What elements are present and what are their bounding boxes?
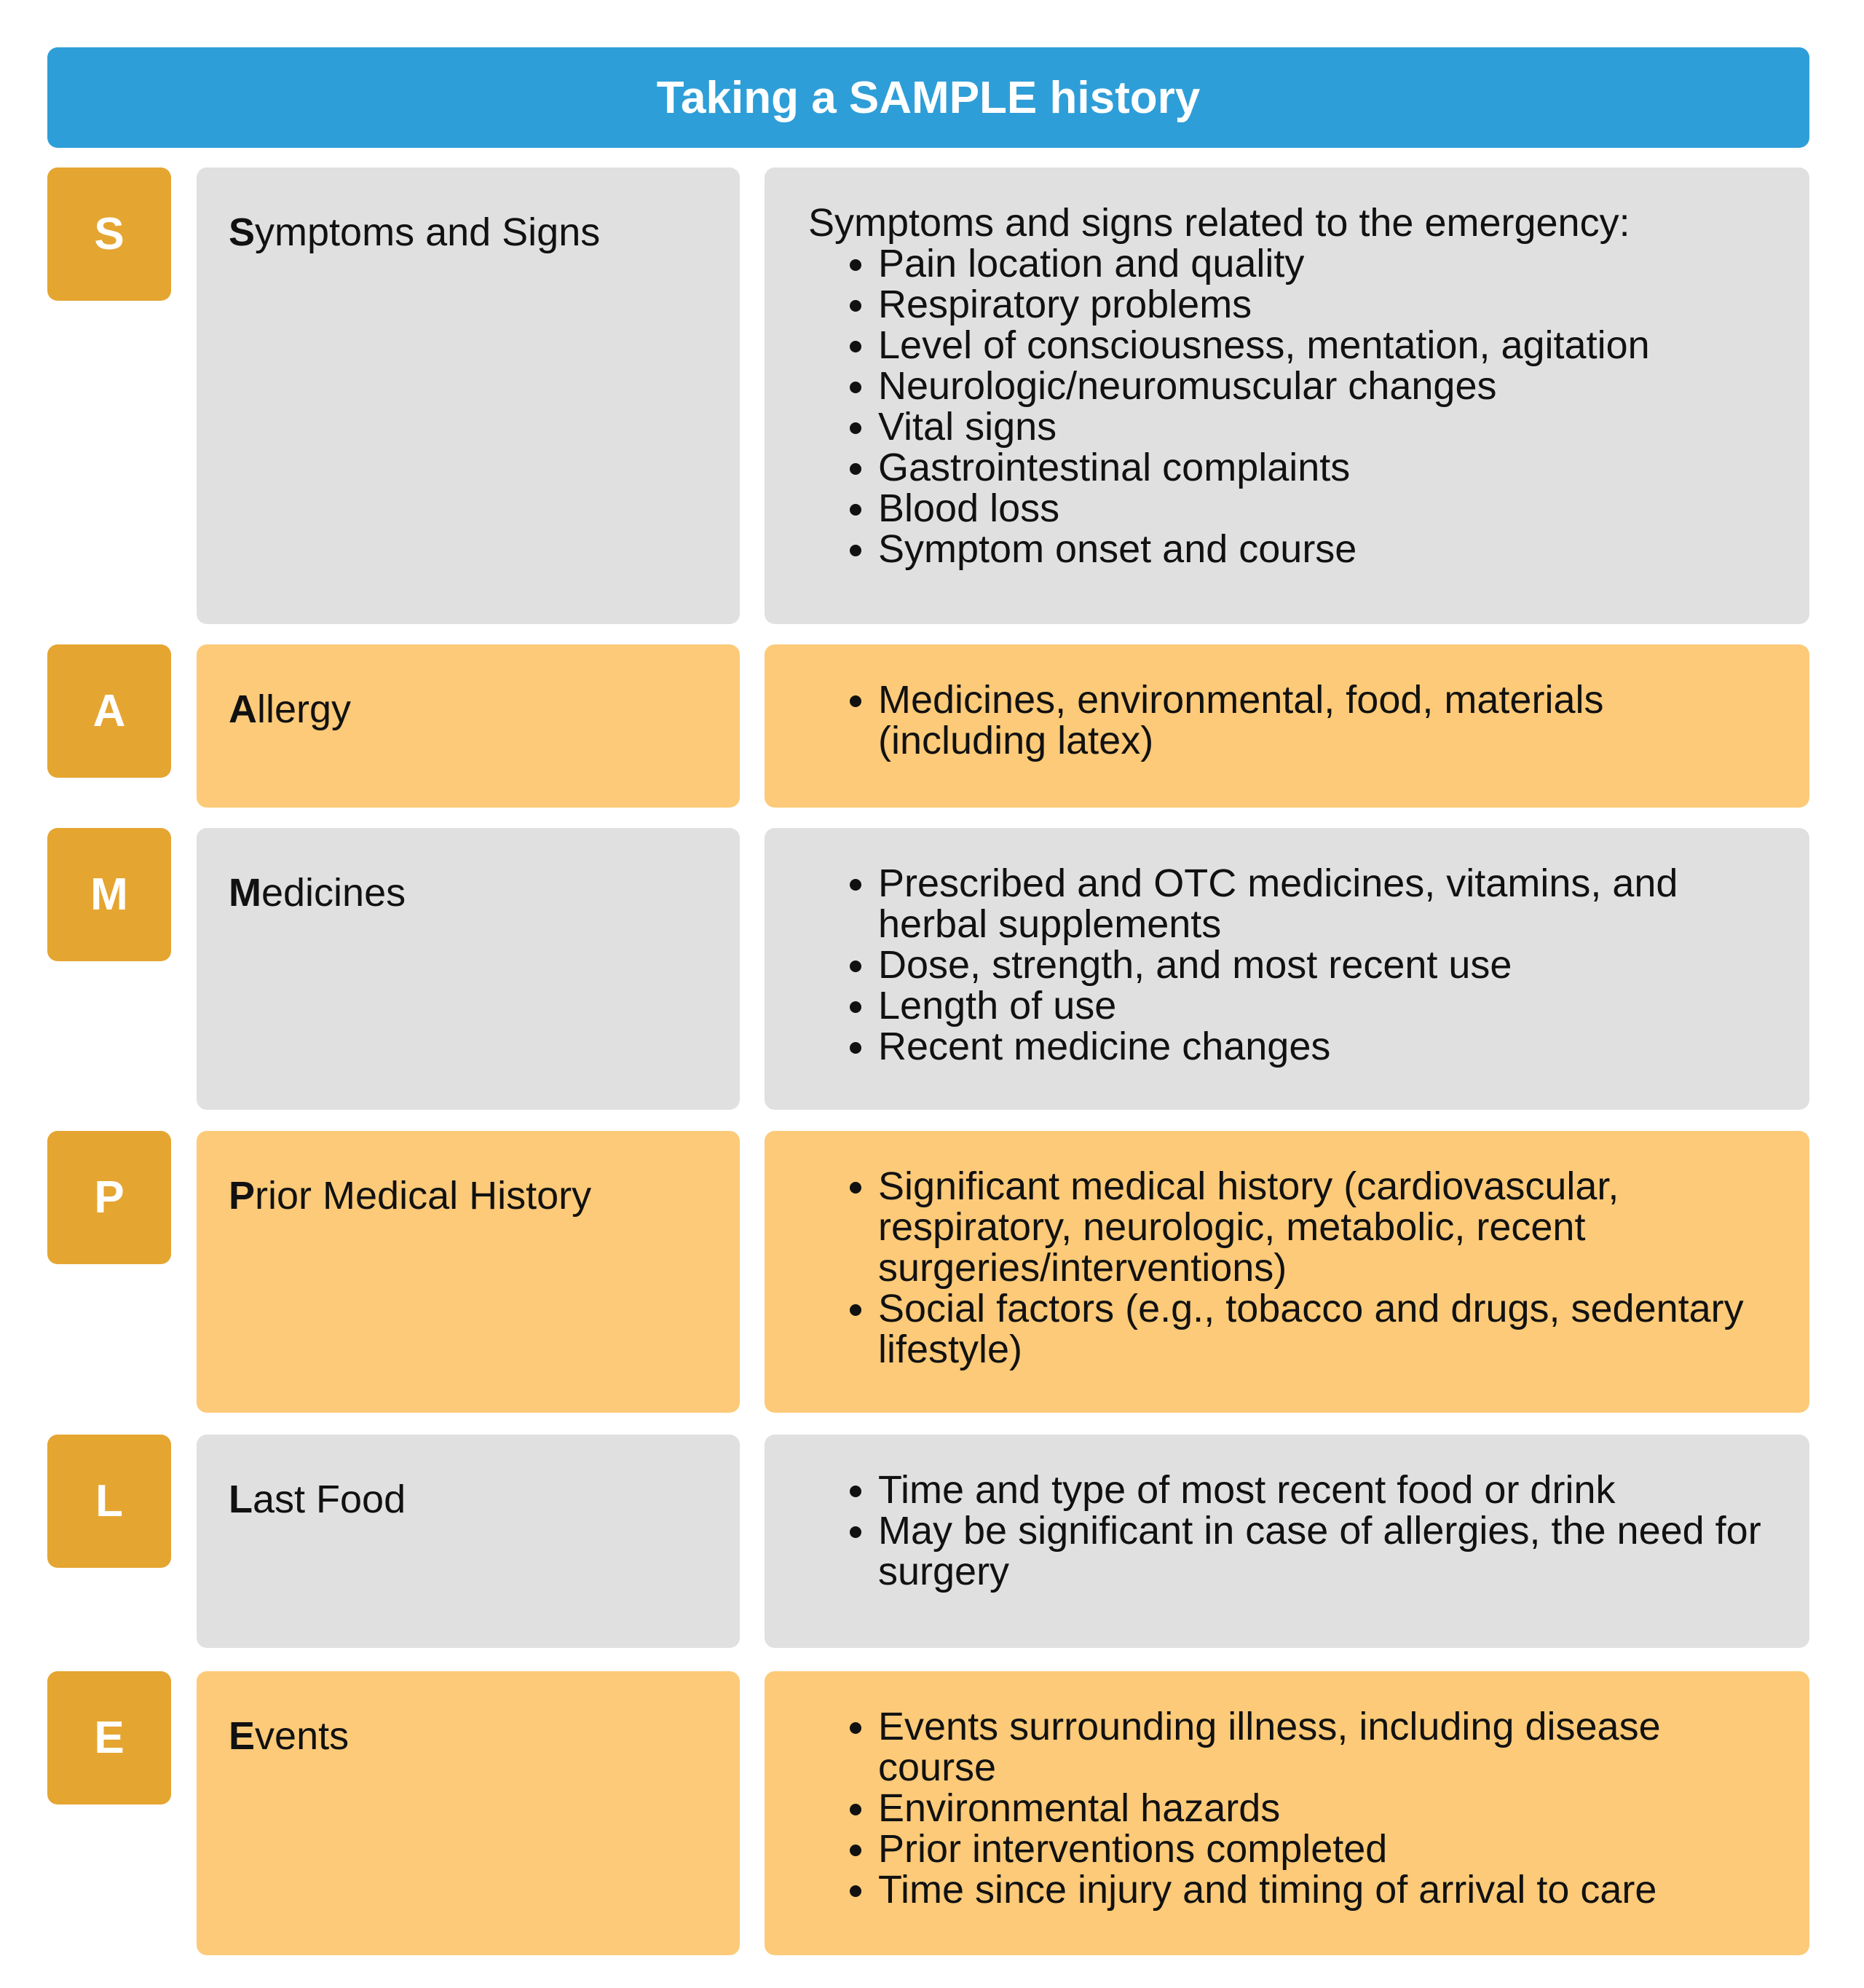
name-initial: L <box>229 1478 253 1521</box>
list-item: • Gastrointestinal complaints <box>878 447 1780 488</box>
bullet-list <box>808 679 1780 761</box>
letter-badge-m: M <box>47 828 171 961</box>
desc-intro: Symptoms and signs related to the emergency: <box>808 201 1630 245</box>
name-cell-prior-history <box>197 1131 740 1413</box>
name-rest: ast Food <box>253 1478 406 1521</box>
list-item: • Vital signs <box>878 406 1780 447</box>
bullet-list <box>808 863 1780 1067</box>
bullet-list <box>808 1470 1780 1592</box>
name-rest: ymptoms and Signs <box>255 210 601 254</box>
list-item: • Level of consciousness, mentation, agitation <box>878 325 1780 366</box>
name-initial: M <box>229 871 261 915</box>
list-item: • Symptom onset and course <box>878 529 1780 569</box>
desc-cell-last-food <box>765 1435 1809 1648</box>
letter-badge-s: S <box>47 167 171 301</box>
desc-cell-symptoms <box>765 167 1809 624</box>
name-cell-symptoms <box>197 167 740 624</box>
page-title: Taking a SAMPLE history <box>47 47 1809 148</box>
list-item: • Neurologic/neuromuscular changes <box>878 366 1780 406</box>
letter-badge-l: L <box>47 1435 171 1568</box>
bullet-list <box>808 1166 1780 1370</box>
list-item: • Medicines, environmental, food, materials (including latex) <box>878 679 1780 761</box>
list-item: • Recent medicine changes <box>878 1026 1780 1067</box>
letter-badge-p: P <box>47 1131 171 1264</box>
name-rest: vents <box>255 1714 350 1758</box>
list-item: • Events surrounding illness, including disease course <box>878 1706 1780 1788</box>
list-item: • Significant medical history (cardiovascular, respiratory, neurologic, metabolic, recent surgeries/interventions) <box>878 1166 1780 1288</box>
name-rest: llergy <box>257 687 352 731</box>
bullet-list <box>808 243 1780 569</box>
letter-badge-e: E <box>47 1671 171 1804</box>
desc-cell-events <box>765 1671 1809 1955</box>
list-item: • Length of use <box>878 985 1780 1026</box>
name-initial: S <box>229 210 256 254</box>
list-item: • Environmental hazards <box>878 1788 1780 1829</box>
name-initial: P <box>229 1174 256 1218</box>
list-item: • Dose, strength, and most recent use <box>878 944 1780 985</box>
desc-cell-medicines <box>765 828 1809 1110</box>
name-initial: E <box>229 1714 256 1758</box>
name-cell-medicines <box>197 828 740 1110</box>
list-item: • Blood loss <box>878 488 1780 529</box>
list-item: • Prescribed and OTC medicines, vitamins, and herbal supplements <box>878 863 1780 944</box>
list-item: • May be significant in case of allergies, the need for surgery <box>878 1510 1780 1592</box>
list-item: • Pain location and quality <box>878 243 1780 284</box>
list-item: • Time since injury and timing of arrival to care <box>878 1869 1780 1910</box>
desc-cell-allergy <box>765 644 1809 808</box>
name-cell-allergy <box>197 644 740 808</box>
letter-badge-a: A <box>47 644 171 778</box>
list-item: • Time and type of most recent food or drink <box>878 1470 1780 1510</box>
desc-cell-prior-history <box>765 1131 1809 1413</box>
list-item: • Prior interventions completed <box>878 1829 1780 1869</box>
list-item: • Respiratory problems <box>878 284 1780 325</box>
name-cell-last-food <box>197 1435 740 1648</box>
name-cell-events <box>197 1671 740 1955</box>
name-initial: A <box>229 687 257 731</box>
list-item: • Social factors (e.g., tobacco and drugs, sedentary lifestyle) <box>878 1288 1780 1370</box>
bullet-list <box>808 1706 1780 1910</box>
name-rest: edicines <box>261 871 406 915</box>
name-rest: rior Medical History <box>255 1174 592 1218</box>
